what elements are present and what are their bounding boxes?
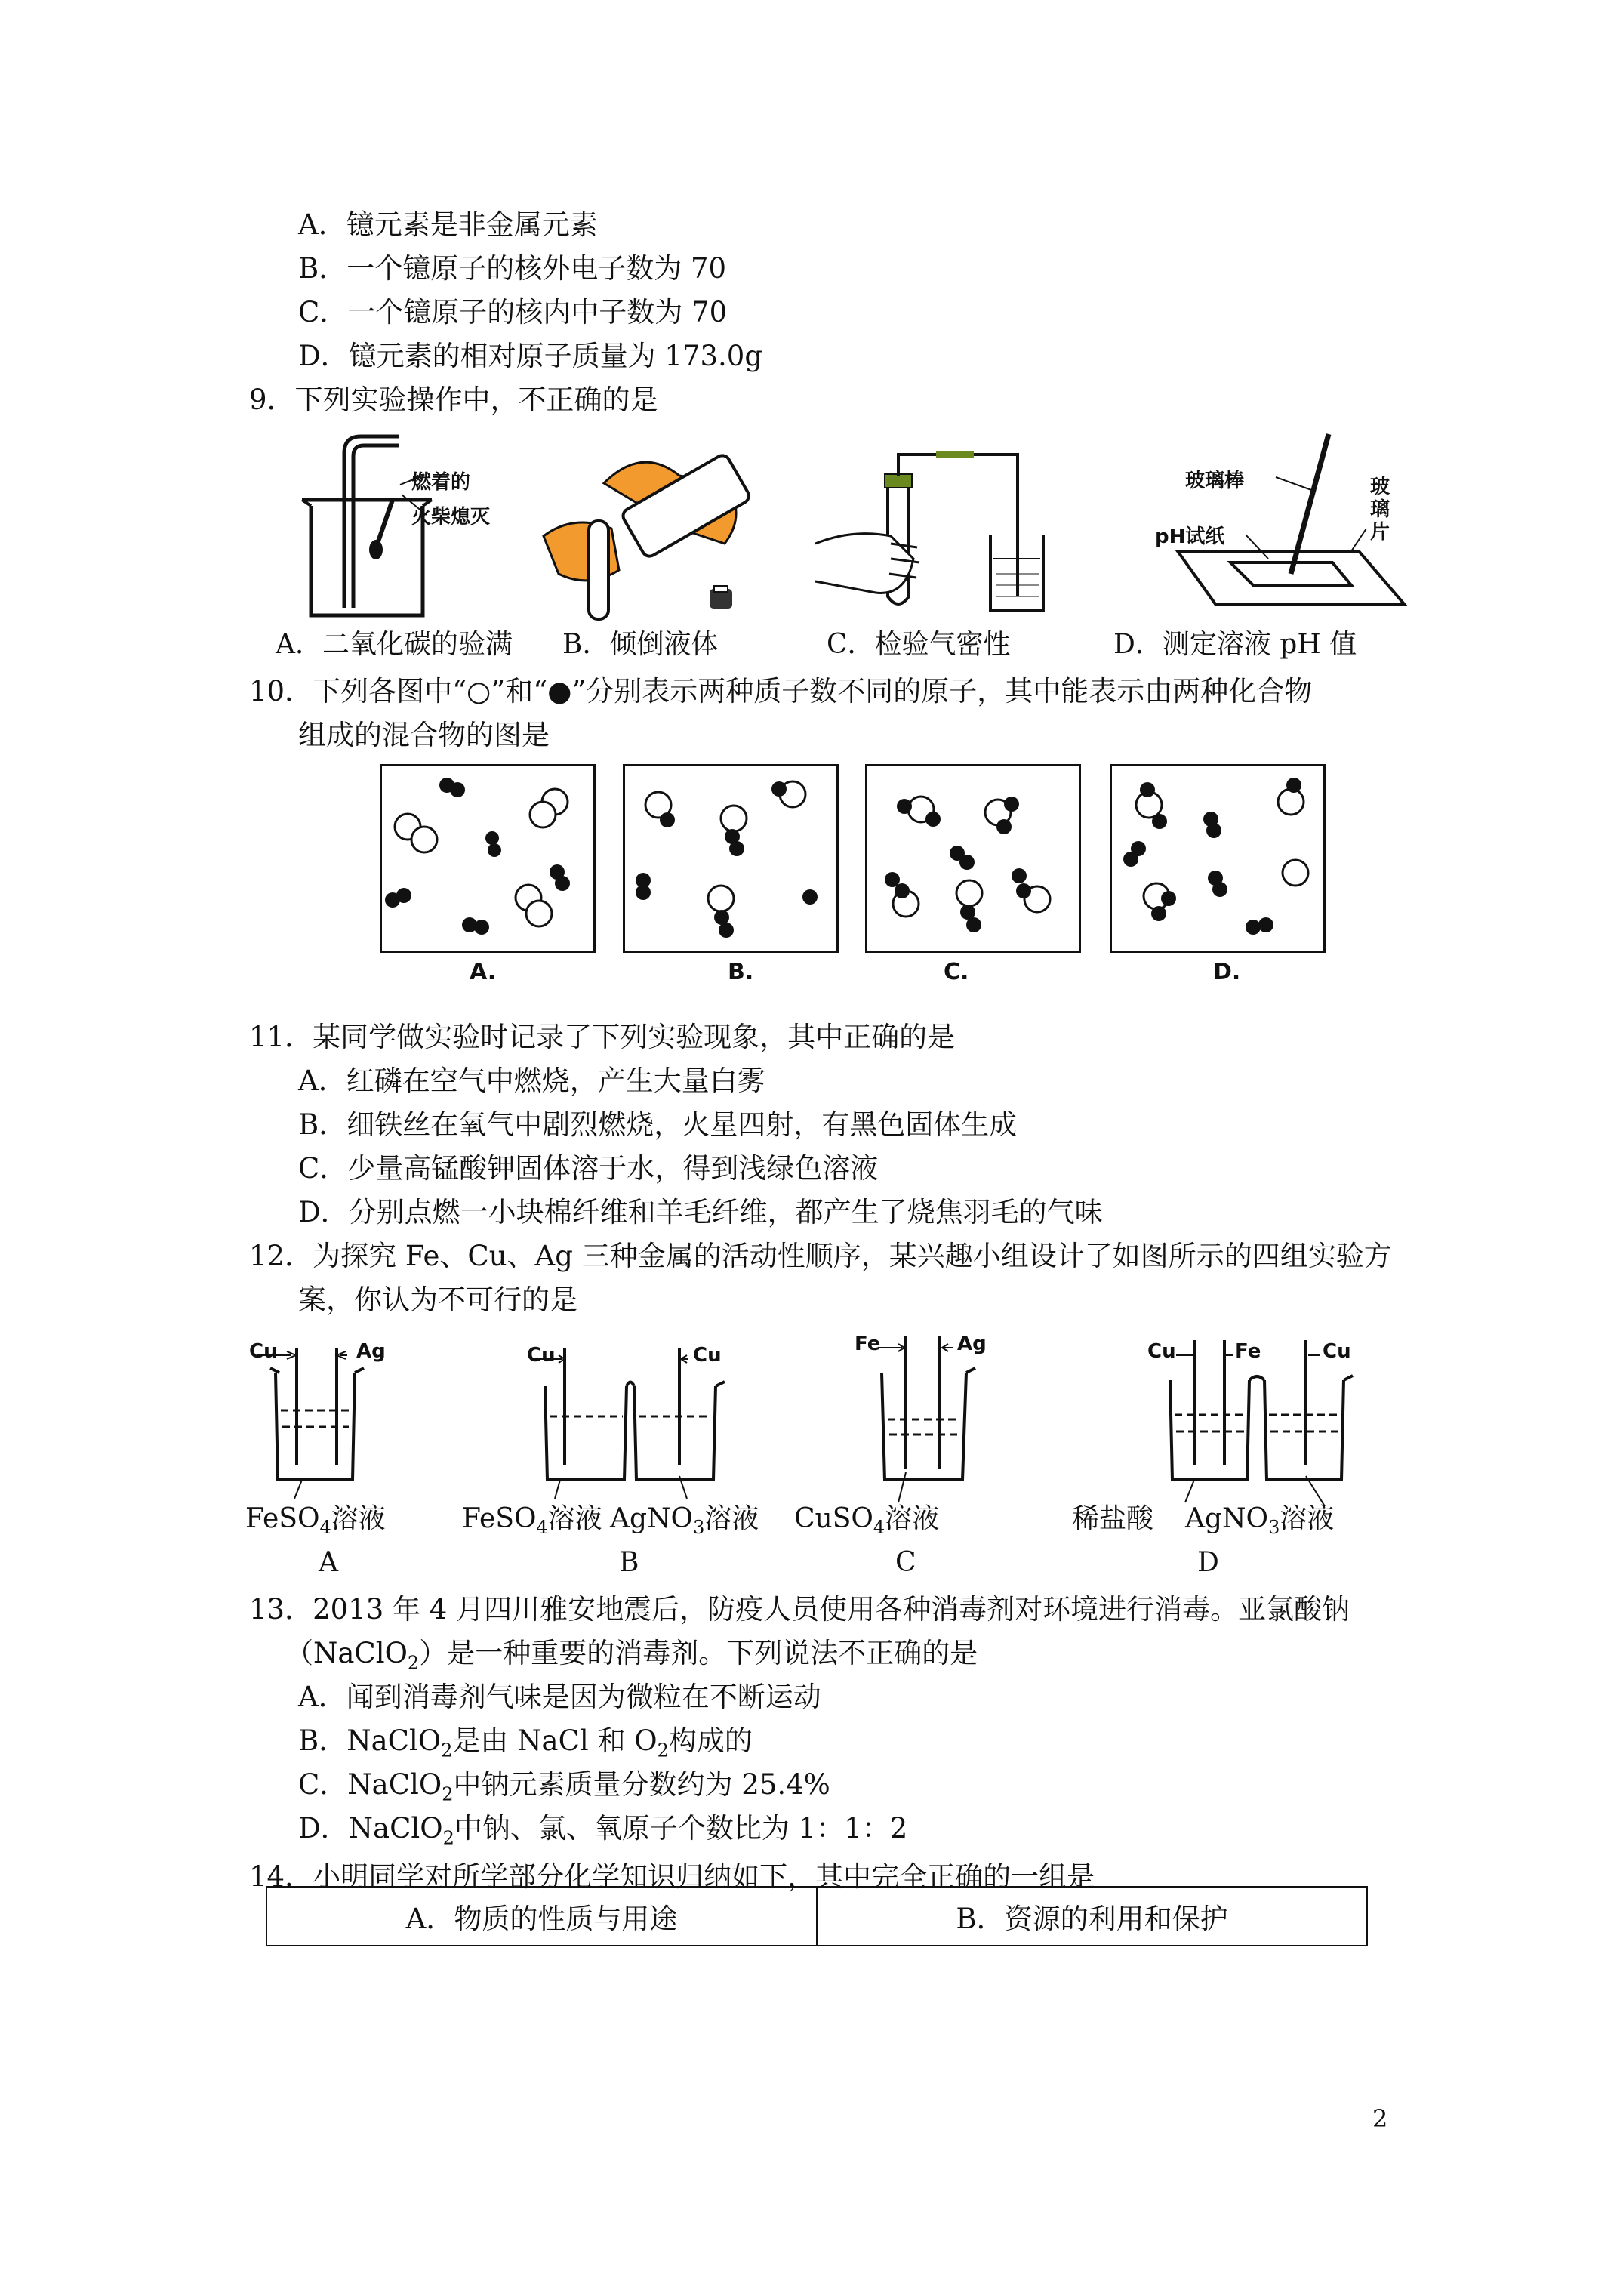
q8-option-d: D．镱元素的相对原子质量为 173.0g [298,340,763,372]
q13-option-b: B．NaClO$_2$是由 NaCl 和 $O_2$构成的 [298,1724,753,1761]
q9-caption-d: D．测定溶液 pH 值 [1113,629,1357,660]
table-row [266,1887,1367,1946]
page-number: 2 [1372,2104,1388,2133]
q9-ph-paper-label: pH试纸 [1155,525,1225,548]
q11-option-d: D．分别点燃一小块棉纤维和羊毛纤维，都产生了烧焦羽毛的气味 [298,1196,1103,1228]
q12-sol-d-left: 稀盐酸 [1072,1503,1154,1534]
q12-stem-line1: 12．为探究 Fe、Cu、Ag 三种金属的活动性顺序，某兴趣小组设计了如图所示的四组实验方 [249,1240,1392,1272]
q8-option-b: B．一个镱原子的核外电子数为 70 [298,252,727,285]
q8-option-a: A．镱元素是非金属元素 [298,208,598,241]
q9-match-label-2: 火柴熄灭 [411,506,491,529]
q10-label-a: A. [470,959,497,985]
q11-option-c: C．少量高锰酸钾固体溶于水，得到浅绿色溶液 [298,1152,879,1185]
q8-option-c: C．一个镱原子的核内中子数为 70 [298,296,728,328]
q14-stem: 14．小明同学对所学部分化学知识归纳如下，其中完全正确的一组是 [249,1860,1095,1893]
q12-c-fe: Fe [855,1333,881,1355]
q12-a-ag: Ag [356,1340,386,1363]
q9-stem: 9．下列实验操作中，不正确的是 [249,384,658,416]
q10-stem-line2: 组成的混合物的图是 [298,719,550,751]
q14-col-a: A．物质的性质与用途 [266,1887,817,1946]
q12-d-cu-right: Cu [1323,1340,1351,1363]
q10-label-b: B. [728,959,754,985]
q10-label-c: C. [944,959,969,985]
q12-d-cu-left: Cu [1147,1340,1176,1363]
q11-option-b: B．细铁丝在氧气中剧烈燃烧，火星四射，有黑色固体生成 [298,1108,1018,1141]
q10-stem-line1: 10．下列各图中“○”和“●”分别表示两种质子数不同的原子，其中能表示由两种化合物 [249,675,1313,707]
q11-stem: 11．某同学做实验时记录了下列实验现象，其中正确的是 [249,1021,956,1053]
q12-label-d: D [1197,1547,1219,1578]
q12-d-fe: Fe [1235,1340,1261,1363]
q9-caption-b: B．倾倒液体 [562,629,719,660]
q9-caption-c: C．检验气密性 [827,629,1011,660]
q13-stem-line2: （NaClO$_2$）是一种重要的消毒剂。下列说法不正确的是 [285,1637,978,1674]
q12-c-ag: Ag [957,1333,987,1355]
q9-caption-a: A．二氧化碳的验满 [276,629,513,660]
q12-sol-a: FeSO$_4$溶液 [245,1503,386,1539]
q9-glass-plate-label: 玻璃片 [1370,476,1390,544]
q12-b-cu-left: Cu [527,1344,556,1367]
q12-sol-b-left: FeSO$_4$溶液 [462,1503,602,1539]
q12-sol-c: CuSO$_4$溶液 [794,1503,940,1539]
q12-b-cu-right: Cu [693,1344,722,1367]
q12-a-cu: Cu [249,1340,278,1363]
q12-label-b: B [619,1547,639,1578]
q12-label-c: C [895,1547,916,1578]
q9-glass-rod-label: 玻璃棒 [1185,470,1245,492]
q12-label-a: A [319,1547,338,1578]
q13-option-a: A．闻到消毒剂气味是因为微粒在不断运动 [298,1681,821,1713]
q14-summary-table [266,1886,1368,1946]
q10-label-d: D. [1213,959,1241,985]
q12-sol-d-right: AgNO$_3$溶液 [1185,1503,1335,1539]
q9-match-label-1: 燃着的 [411,471,471,494]
q13-option-c: C．NaClO$_2$中钠元素质量分数约为 25.4% [298,1768,830,1805]
q12-stem-line2: 案，你认为不可行的是 [298,1284,577,1316]
q13-stem-line1: 13．2013 年 4 月四川雅安地震后，防疫人员使用各种消毒剂对环境进行消毒。亚氯酸钠 [249,1593,1350,1626]
q13-option-d: D．NaClO$_2$中钠、氯、氧原子个数比为 1：1：2 [298,1812,908,1849]
q12-sol-b-right: AgNO$_3$溶液 [610,1503,759,1539]
q11-option-a: A．红磷在空气中燃烧，产生大量白雾 [298,1065,765,1097]
q14-col-b: B．资源的利用和保护 [817,1887,1367,1946]
